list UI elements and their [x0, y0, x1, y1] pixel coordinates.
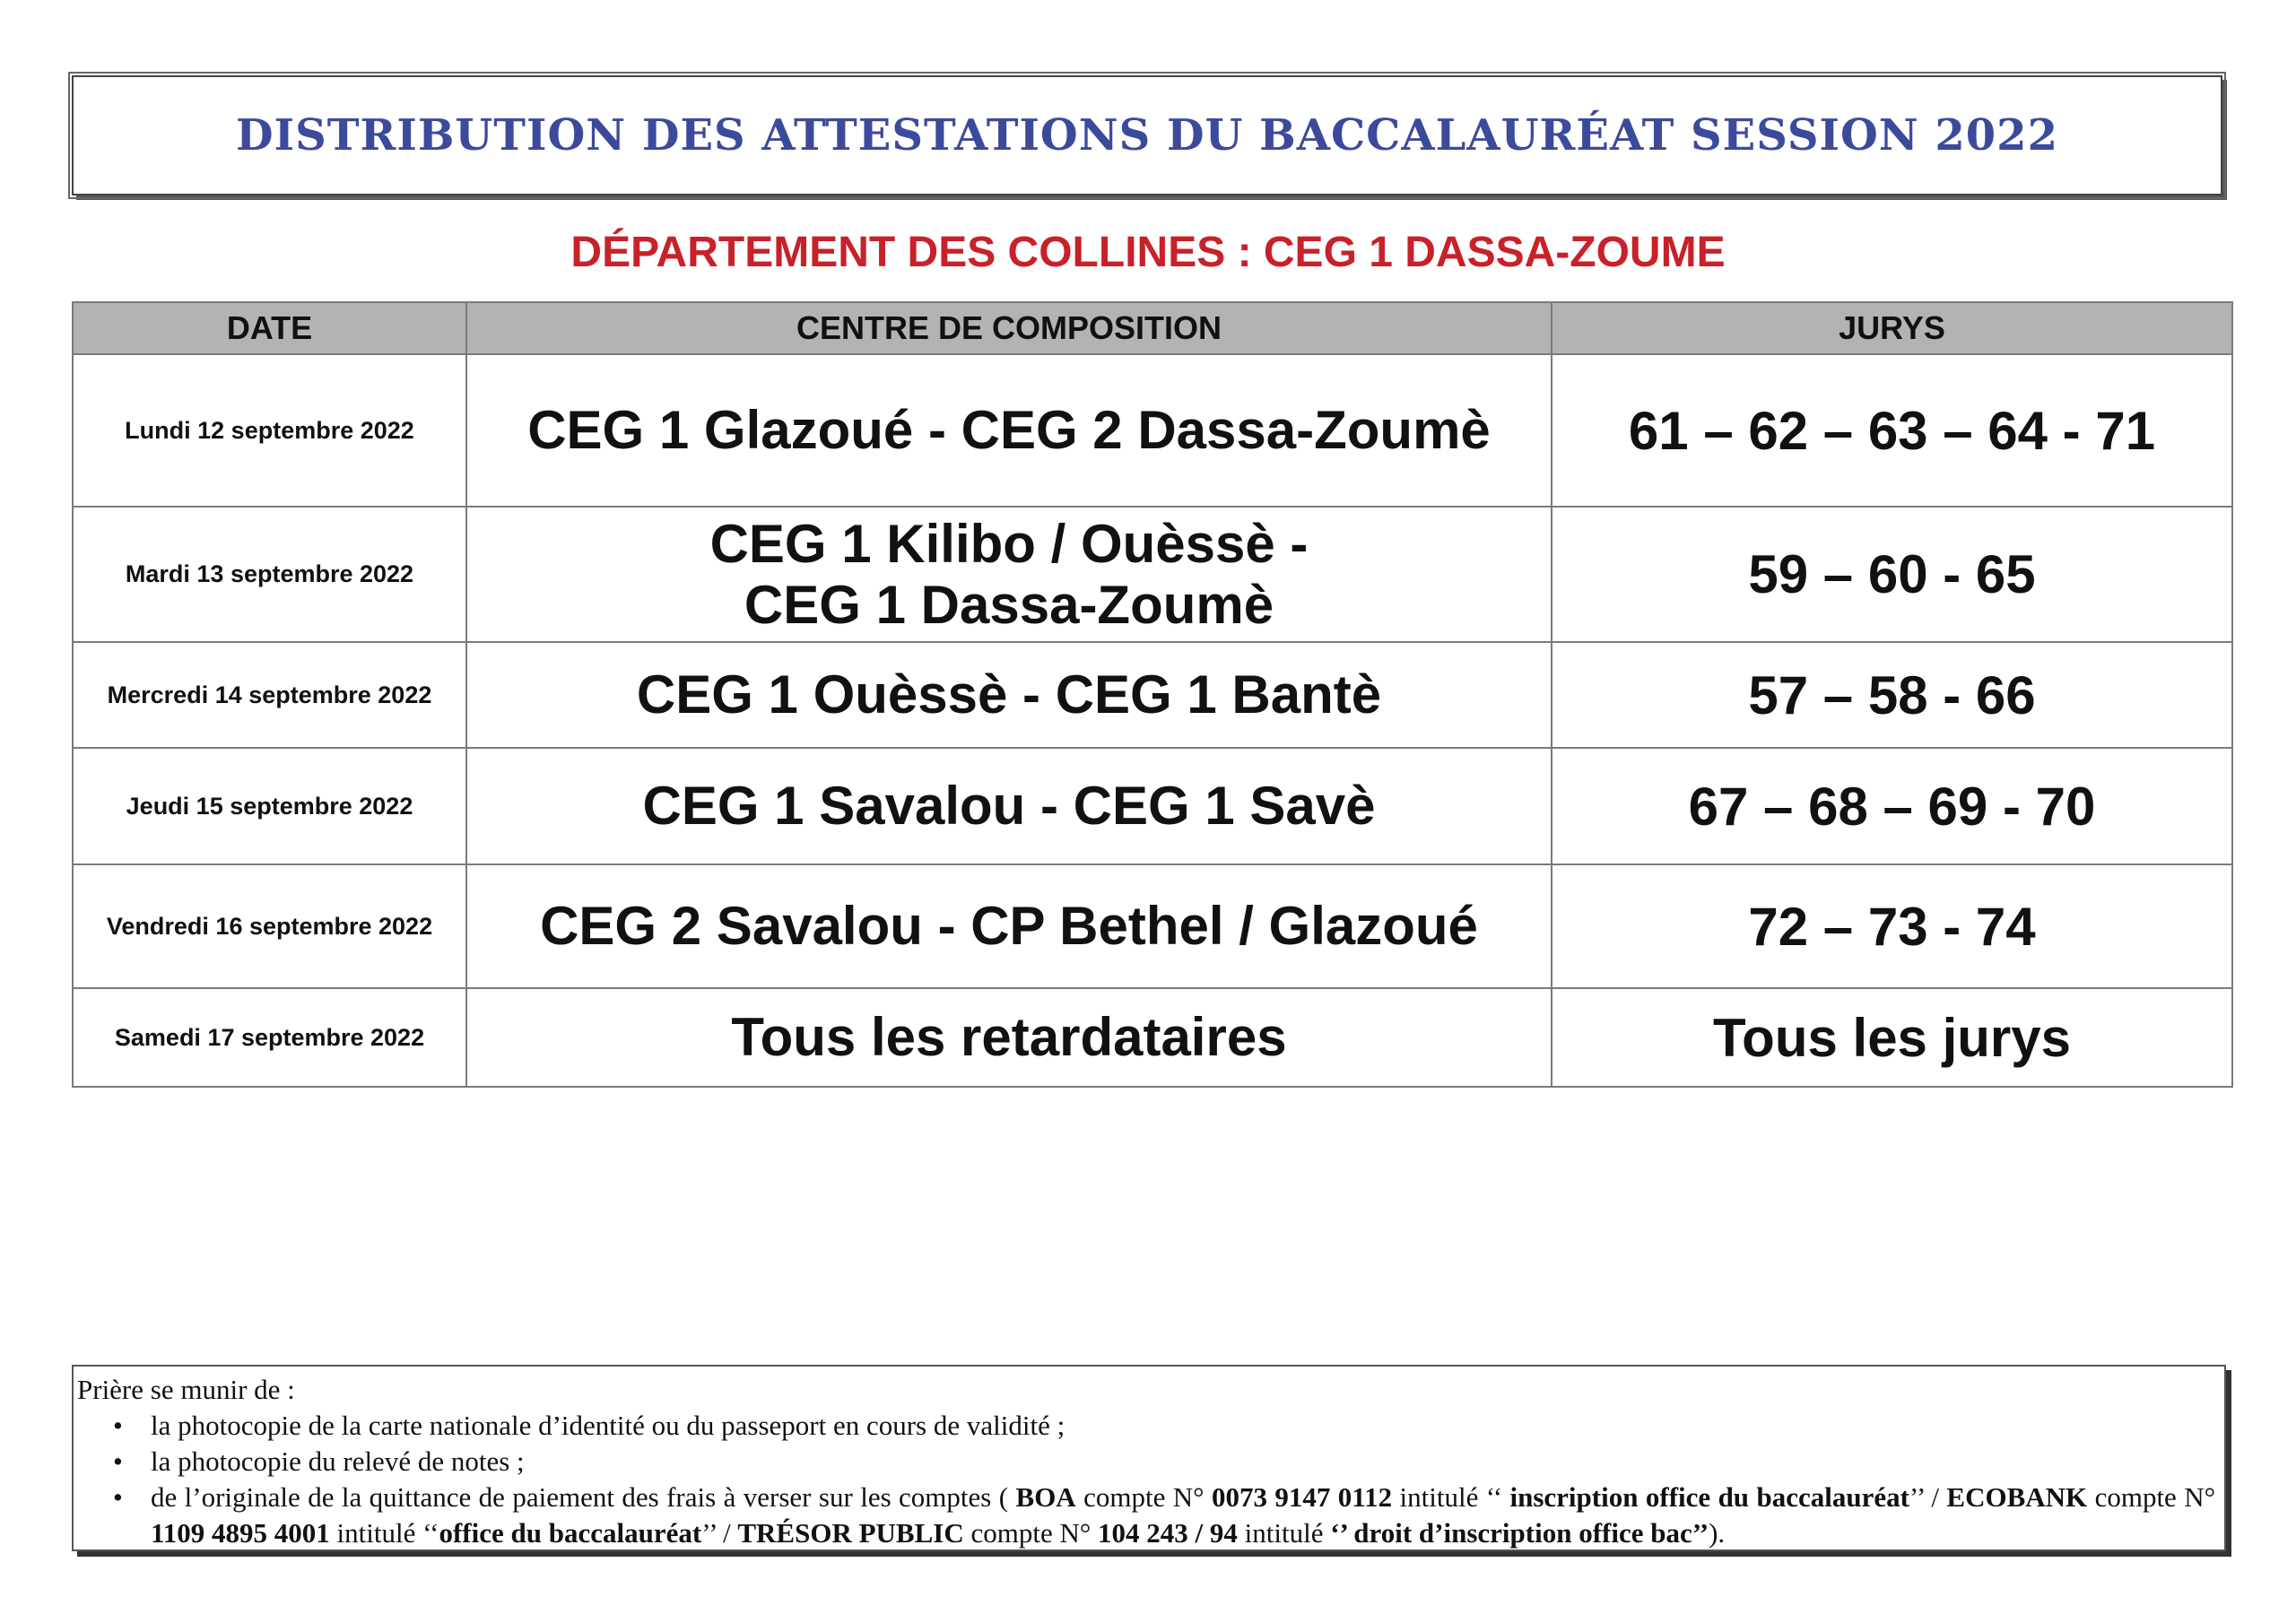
centre-line: CEG 1 Dassa-Zoumè: [744, 574, 1274, 635]
row-jurys: 67 – 68 – 69 - 70: [1552, 748, 2232, 864]
table-row: [73, 507, 2232, 642]
row-centre: [466, 642, 1552, 748]
account-number-boa: 0073 9147 0112: [1211, 1481, 1393, 1513]
centre-line: CEG 1 Kilibo / Ouèssè -: [709, 513, 1309, 574]
list-item: [151, 1480, 2221, 1551]
column-header-date: DATE: [73, 302, 466, 354]
account-label-tresor: ‘’ droit d’inscription office bac’’: [1330, 1517, 1709, 1549]
list-item: • la photocopie du relevé de notes ;: [151, 1444, 2221, 1480]
table-row: [73, 354, 2232, 507]
table-row: [73, 642, 2232, 748]
title-box: [72, 75, 2222, 195]
note-text: compte N°: [1075, 1481, 1212, 1513]
bank-ecobank: ECOBANK: [1946, 1481, 2088, 1513]
table-header-row: [73, 302, 2232, 354]
row-date: Lundi 12 septembre 2022: [73, 354, 466, 507]
page-title: DISTRIBUTION DES ATTESTATIONS DU BACCALAURÉAT SESSION 2022: [236, 110, 2058, 161]
bank-boa: BOA: [1015, 1481, 1076, 1513]
centre-line: CEG 1 Glazoué - CEG 2 Dassa-Zoumè: [527, 400, 1491, 460]
list-item: • la photocopie de la carte nationale d’identité ou du passeport en cours de validité ;: [151, 1408, 2221, 1444]
note-text: intitulé: [1237, 1517, 1331, 1549]
row-jurys: 72 – 73 - 74: [1552, 864, 2232, 988]
account-number-tresor: 104 243 / 94: [1098, 1517, 1238, 1549]
notes-list: [77, 1408, 2221, 1551]
row-centre: [466, 988, 1552, 1087]
note-text: compte N°: [2087, 1481, 2216, 1513]
note-text: de l’originale de la quittance de paiement des frais à verser sur les comptes (: [151, 1481, 1016, 1513]
row-centre: [466, 864, 1552, 988]
row-jurys: 61 – 62 – 63 – 64 - 71: [1552, 354, 2232, 507]
centre-line: CEG 1 Savalou - CEG 1 Savè: [642, 776, 1376, 836]
row-jurys: Tous les jurys: [1552, 988, 2232, 1087]
notes-box: [72, 1365, 2226, 1551]
table-row: [73, 748, 2232, 864]
table-row: [73, 864, 2232, 988]
column-header-centre: CENTRE DE COMPOSITION: [466, 302, 1552, 354]
account-number-ecobank: 1109 4895 4001: [151, 1517, 330, 1549]
note-text: compte N°: [963, 1517, 1098, 1549]
row-date: Mardi 13 septembre 2022: [73, 507, 466, 642]
bank-tresor: TRÉSOR PUBLIC: [737, 1517, 964, 1549]
row-date: Jeudi 15 septembre 2022: [73, 748, 466, 864]
note-text: intitulé ‘‘: [1392, 1481, 1510, 1513]
row-centre: [466, 354, 1552, 507]
row-centre: [466, 507, 1552, 642]
centre-line: Tous les retardataires: [731, 1007, 1287, 1067]
department-subtitle: DÉPARTEMENT DES COLLINES : CEG 1 DASSA-ZOUME: [570, 229, 1726, 276]
account-label-ecobank: office du baccalauréat: [439, 1517, 702, 1549]
note-text: intitulé ‘‘: [329, 1517, 439, 1549]
notes-intro: Prière se munir de :: [77, 1374, 295, 1405]
note-text: ’’ /: [701, 1517, 738, 1549]
row-jurys: 59 – 60 - 65: [1552, 507, 2232, 642]
centre-line: CEG 1 Ouèssè - CEG 1 Bantè: [636, 664, 1382, 725]
schedule-table: [72, 301, 2233, 1088]
note-text: ).: [1709, 1517, 1726, 1549]
row-jurys: 57 – 58 - 66: [1552, 642, 2232, 748]
table-row: [73, 988, 2232, 1087]
column-header-jurys: JURYS: [1552, 302, 2232, 354]
row-centre: [466, 748, 1552, 864]
account-label-boa: inscription office du baccalauréat: [1509, 1481, 1909, 1513]
row-date: Mercredi 14 septembre 2022: [73, 642, 466, 748]
note-text: ’’ /: [1909, 1481, 1947, 1513]
row-date: Samedi 17 septembre 2022: [73, 988, 466, 1087]
row-date: Vendredi 16 septembre 2022: [73, 864, 466, 988]
centre-line: CEG 2 Savalou - CP Bethel / Glazoué: [540, 896, 1478, 956]
